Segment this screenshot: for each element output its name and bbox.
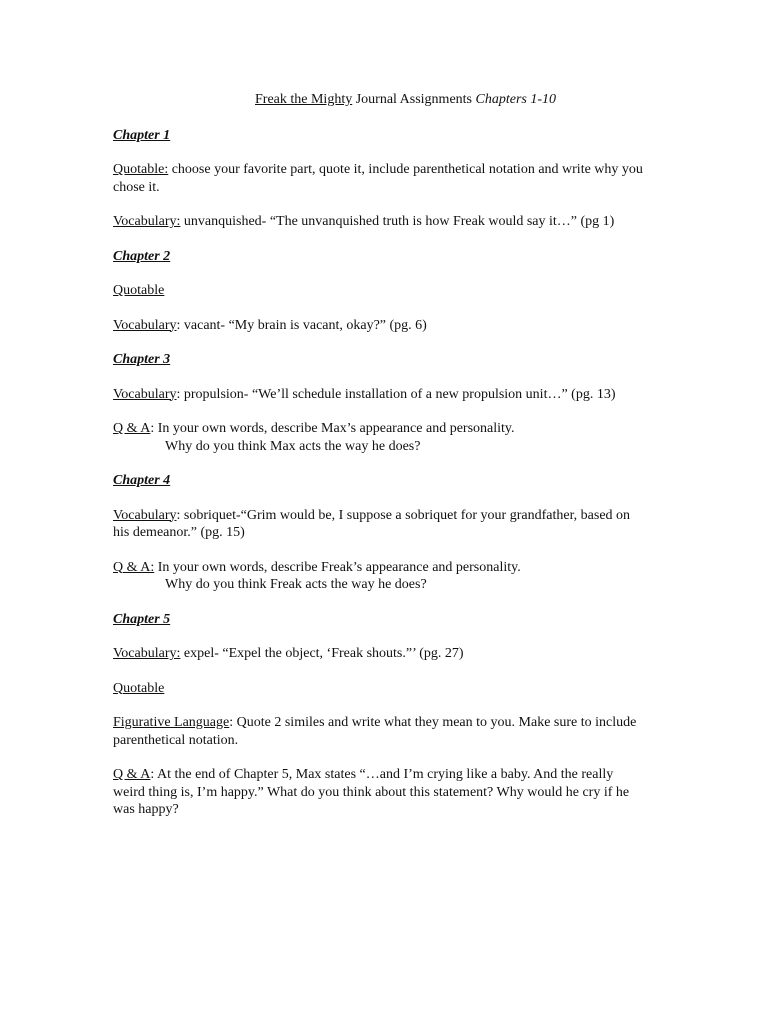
qa-line-1: In your own words, describe Freak’s appearance and personality.: [154, 559, 521, 575]
chapter-2-quotable: [113, 282, 648, 300]
quotable-label: Quotable: [113, 283, 165, 298]
title-chapters: Chapters 1-10: [475, 92, 556, 107]
figurative-language-label: Figurative Language: [113, 715, 230, 730]
qa-line-1: : In your own words, describe Max’s appearance and personality.: [150, 421, 515, 436]
vocabulary-label: Vocabulary: [113, 507, 177, 523]
chapter-3-vocabulary: [113, 386, 648, 404]
chapter-5-quotable: [113, 680, 648, 698]
chapter-2-vocabulary: [113, 317, 648, 335]
chapter-2-heading: Chapter 2: [113, 248, 171, 264]
vocabulary-text: : vacant- “My brain is vacant, okay?” (pg. 6): [176, 317, 427, 333]
chapter-3-heading: Chapter 3: [113, 352, 171, 367]
qa-label: Q & A: [113, 767, 151, 782]
qa-label: Q & A: [113, 421, 151, 436]
quotable-label: Quotable: [113, 680, 165, 696]
vocabulary-label: Vocabulary: [113, 317, 177, 333]
chapter-5-qa: [113, 766, 648, 819]
qa-line-2: Why do you think Freak acts the way he does?: [165, 577, 427, 592]
chapter-5-figurative-language: [113, 714, 648, 749]
chapter-1-quotable: [113, 161, 648, 196]
vocabulary-label: Vocabulary:: [113, 214, 181, 229]
chapter-1-heading: Chapter 1: [113, 127, 171, 143]
vocabulary-text: : sobriquet-“Grim would be, I suppose a sobriquet for your grandfather, based on his demeanor.” (pg. 15): [113, 507, 631, 540]
chapter-4-vocabulary: [113, 507, 648, 542]
vocabulary-text: expel- “Expel the object, ‘Freak shouts.”’ (pg. 27): [180, 646, 464, 661]
page-title: [113, 91, 648, 109]
quotable-label: Quotable:: [113, 162, 169, 177]
vocabulary-text: unvanquished- “The unvanquished truth is how Freak would say it…” (pg 1): [180, 214, 615, 229]
qa-label: Q & A:: [113, 559, 155, 575]
vocabulary-label: Vocabulary: [113, 386, 177, 402]
book-title: Freak the Mighty: [255, 92, 353, 107]
chapter-4-qa: [113, 559, 648, 594]
vocabulary-label: Vocabulary:: [113, 646, 181, 661]
chapter-5-vocabulary: [113, 645, 648, 663]
chapter-1-vocabulary: [113, 213, 648, 231]
chapter-4-heading: Chapter 4: [113, 473, 171, 488]
chapter-3-qa: [113, 420, 648, 455]
quotable-text: choose your favorite part, quote it, include parenthetical notation and write why you chose it.: [113, 162, 643, 195]
chapter-5-heading: Chapter 5: [113, 611, 171, 627]
journal-page: [113, 91, 648, 836]
qa-text: : At the end of Chapter 5, Max states “…and I’m crying like a baby. And the really weird thing is, I’m happy.” What do you think about this statement? Why would he cry if he was happy?: [113, 767, 630, 817]
qa-line-2: Why do you think Max acts the way he does?: [165, 438, 421, 454]
vocabulary-text: : propulsion- “We’ll schedule installation of a new propulsion unit…” (pg. 13): [176, 386, 616, 402]
figurative-language-text: : Quote 2 similes and write what they mean to you. Make sure to include parenthetical notation.: [113, 715, 637, 748]
title-middle: Journal Assignments: [352, 92, 476, 107]
